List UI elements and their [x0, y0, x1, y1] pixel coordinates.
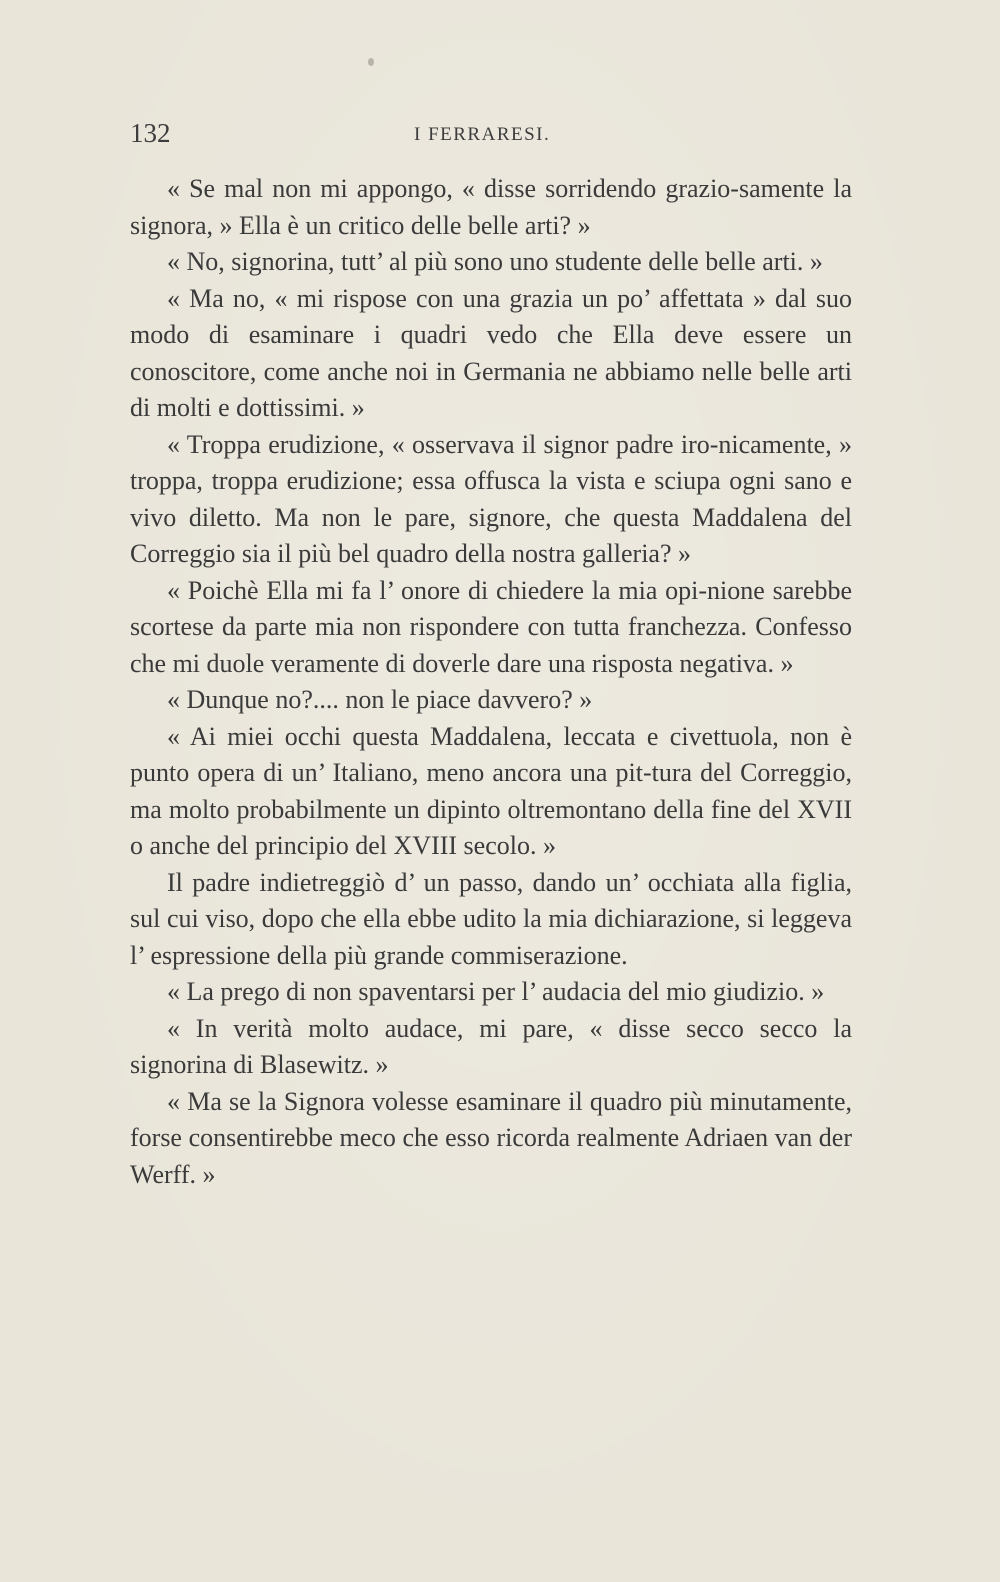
paragraph: « Ma no, « mi rispose con una grazia un po’ affettata » dal suo modo di esaminare i quadri vedo che Ella deve essere un conoscitore, come anche noi in Germania ne abbiamo nelle belle arti di molti e dottissimi. »: [130, 283, 852, 422]
page-number: 132: [130, 118, 171, 148]
paragraph: « In verità molto audace, mi pare, « disse secco secco la signorina di Blasewitz. »: [130, 1013, 852, 1079]
paragraph: Il padre indietreggiò d’ un passo, dando un’ occhiata alla figlia, sul cui viso, dopo che ella ebbe udito la mia dichiarazione, si leggeva l’ espressione della più grande commiserazione.: [130, 867, 852, 970]
paragraph: « Ai miei occhi questa Maddalena, leccata e civettuola, non è punto opera di un’ Italiano, meno ancora una pit-tura del Correggio, ma molto probabilmente un dipinto oltremontano della fine del XVII o anche del principio del XVIII secolo. »: [130, 721, 852, 860]
paragraph: « Troppa erudizione, « osservava il signor padre iro-nicamente, » troppa, troppa erudizione; essa offusca la vista e sciupa ogni sano e vivo diletto. Ma non le pare, signore, che questa Maddalena del Correggio sia il più bel quadro della nostra galleria? »: [130, 429, 852, 568]
paragraph: « Dunque no?.... non le piace davvero? »: [167, 685, 593, 714]
paragraph: « Poichè Ella mi fa l’ onore di chiedere la mia opi-nione sarebbe scortese da parte mia non rispondere con tutta franchezza. Confesso che mi duole veramente di doverle dare una risposta negativa. »: [130, 575, 852, 678]
paragraph: « No, signorina, tutt’ al più sono uno studente delle belle arti. »: [167, 247, 823, 276]
paragraph: « Ma se la Signora volesse esaminare il quadro più minutamente, forse consentirebbe meco che esso ricorda realmente Adriaen van der Werff. »: [130, 1086, 852, 1189]
book-title: I FERRARESI.: [414, 124, 551, 145]
running-head: [130, 118, 850, 154]
body-text: [130, 171, 852, 1193]
paragraph: « Se mal non mi appongo, « disse sorridendo grazio-samente la signora, » Ella è un critico delle belle arti? »: [130, 174, 852, 240]
paragraph: « La prego di non spaventarsi per l’ audacia del mio giudizio. »: [167, 977, 825, 1006]
ink-speck: [368, 58, 374, 66]
